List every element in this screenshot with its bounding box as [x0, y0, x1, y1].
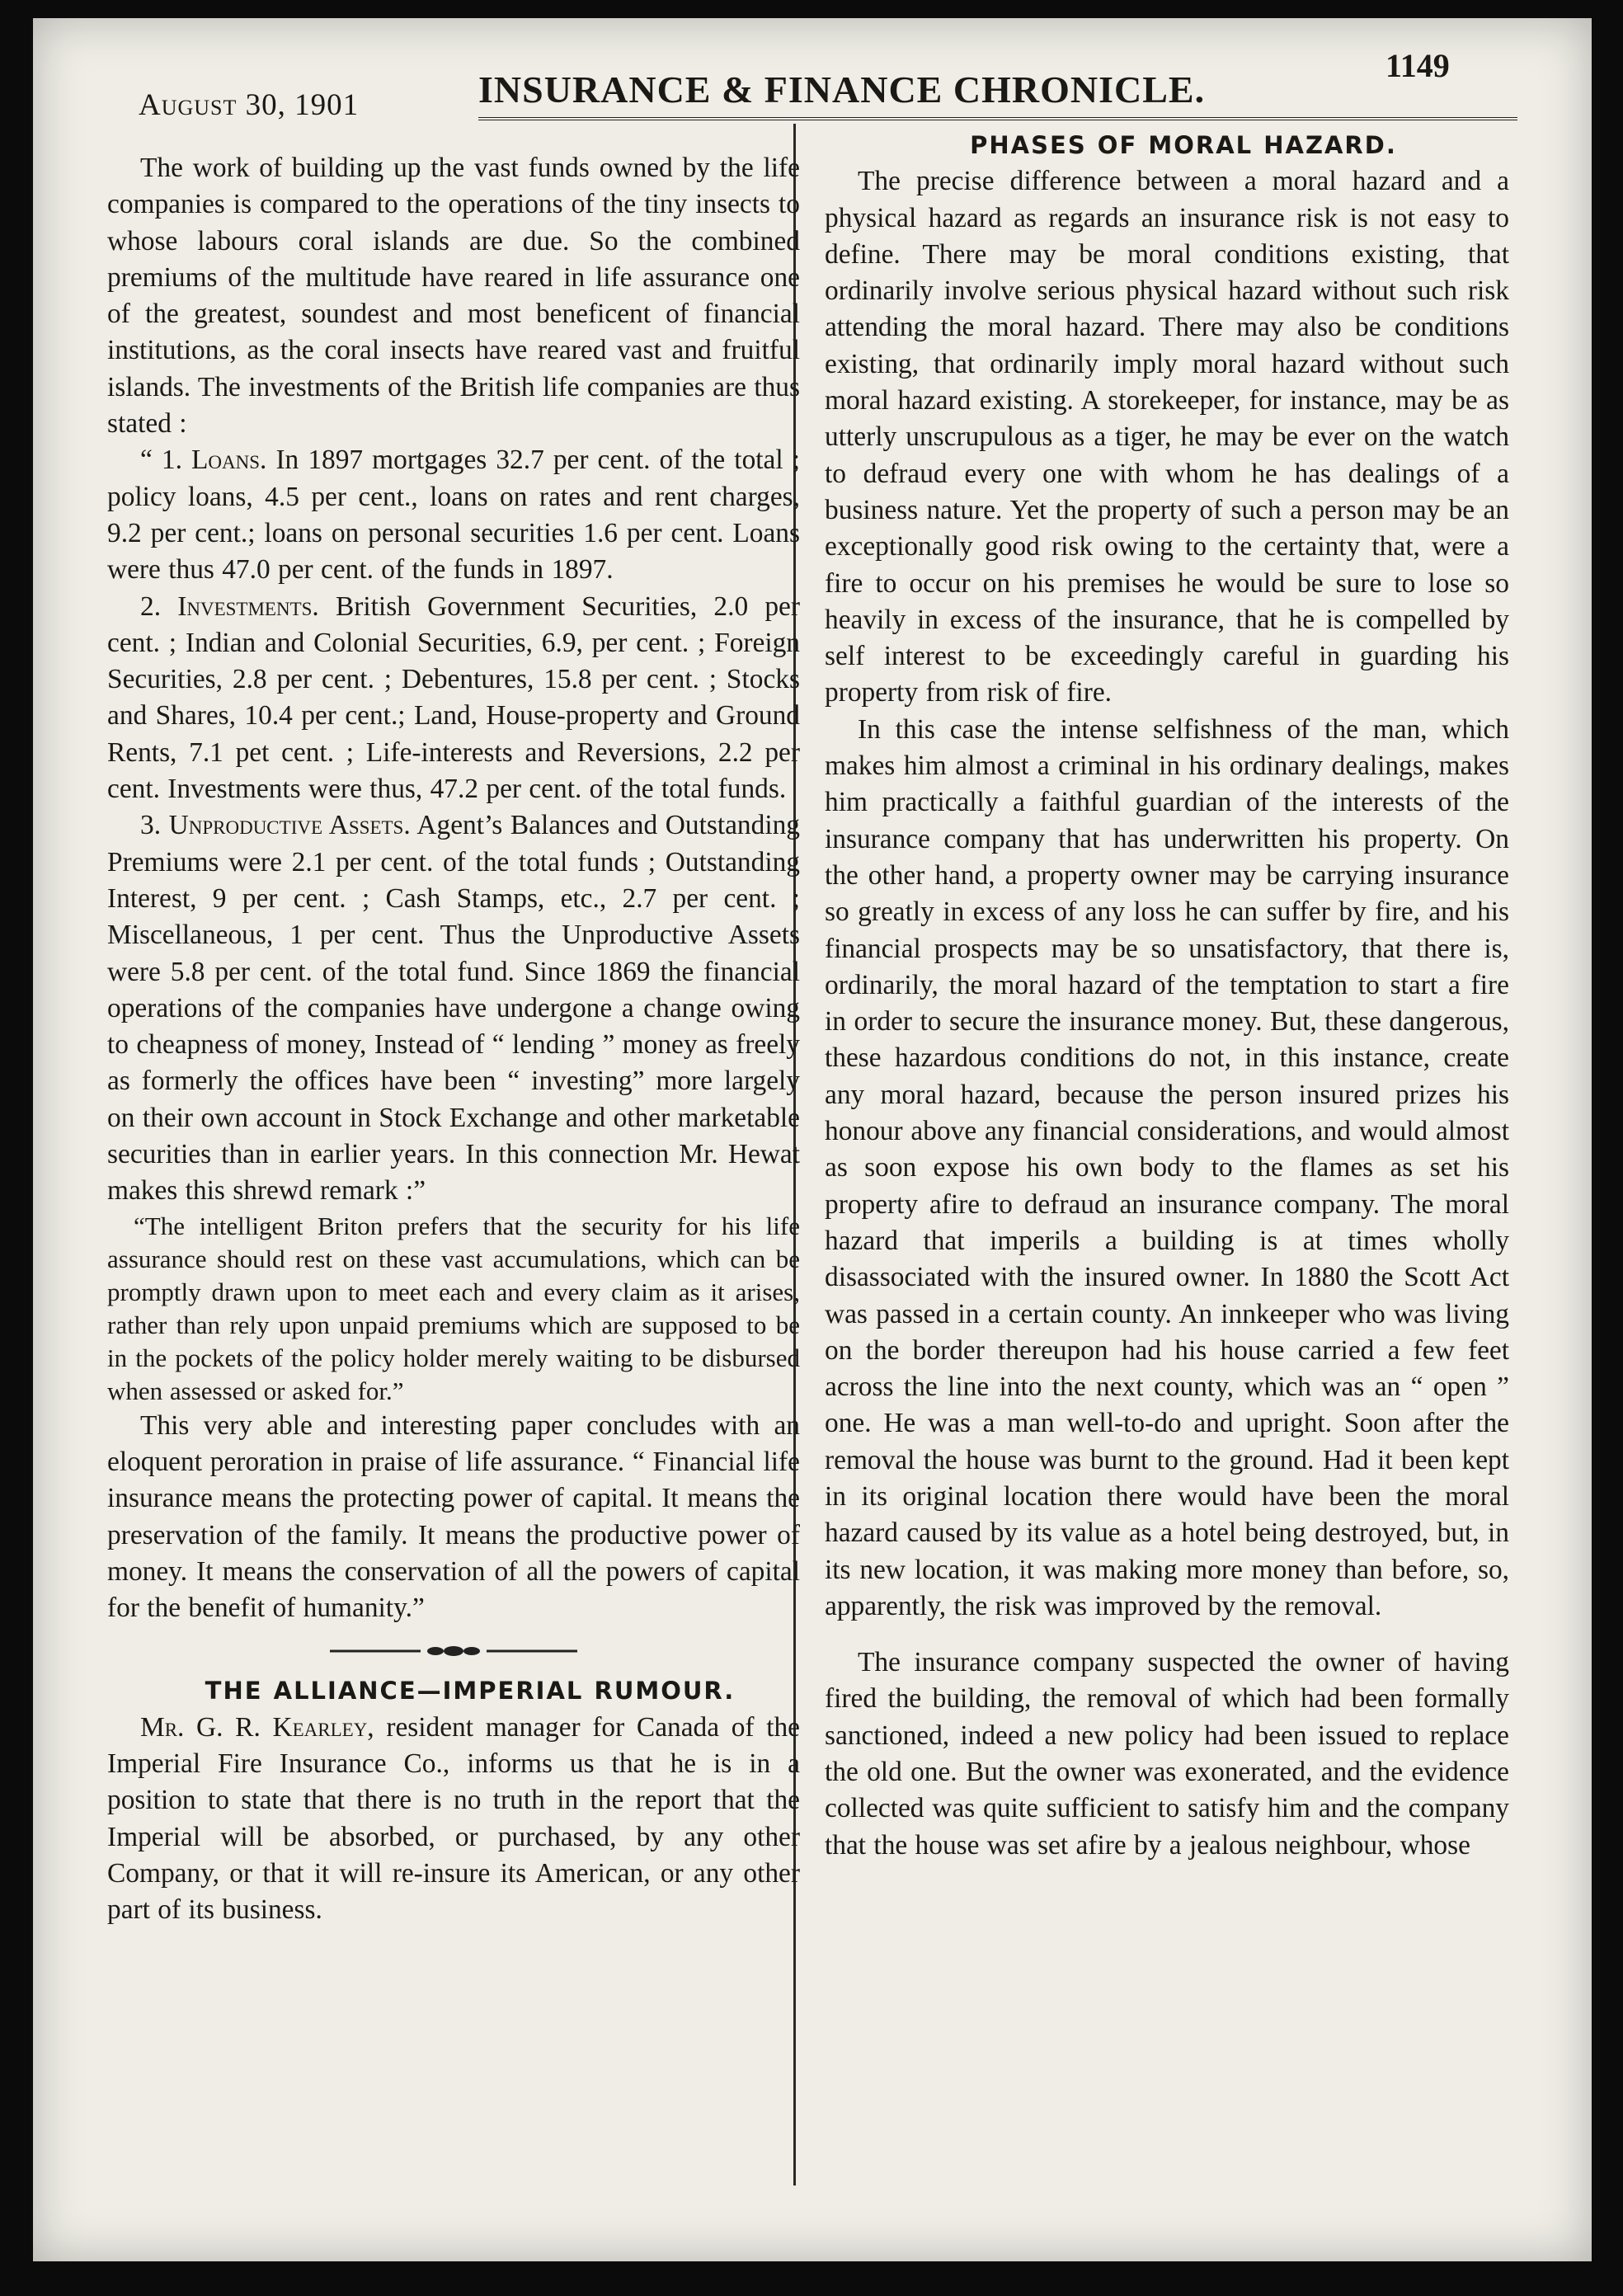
- investments-number: 2.: [140, 590, 178, 622]
- alliance-text: resident manager for Canada of the Imperial Fire Insurance Co., informs us that he is in a position to state that there is no truth in the report that the Imperial will be absorbed, or purchased, by any other Company, or that it will re-insure its American, or any other part of its business.: [107, 1711, 800, 1926]
- right-column: [825, 127, 1509, 1864]
- header-rule: [478, 117, 1517, 120]
- moral-hazard-paragraph-3: The insurance company suspected the owner of having fired the building, the removal of which had been formally sanctioned, indeed a new policy had been issued to replace the old one. But the owner was exonerated, and the evidence collected was quite sufficient to satisfy him and the company that the house was set afire by a jealous neighbour, whose: [825, 1647, 1509, 1861]
- investments-label: Investments.: [177, 590, 319, 622]
- alliance-paragraph: [107, 1710, 800, 1929]
- issue-date: August 30, 1901: [139, 88, 360, 122]
- investments-text: British Government Securities, 2.0 per cent. ; Indian and Colonial Securities, 6.9, per cent. ; Foreign Securities, 2.8 per cent. ; Debentures, 15.8 per cent. ; Stocks and Shares, 10.4 per cent.; Land, House-property and Ground Rents, 7.1 pet cent. ; Life-interests and Reversions, 2.2 per cent. Investments were thus, 47.2 per cent. of the total funds.: [107, 590, 800, 805]
- intro-paragraph: The work of building up the vast funds owned by the life companies is compared to the operations of the tiny insects to whose labours coral islands are due. So the combined premiums of the multitude have reared in life assurance one of the greatest, soundest and most beneficent of financial institutions, as the coral insects have reared vast and fruitful islands. The investments of the British life companies are thus stated :: [107, 153, 800, 440]
- unproductive-number: 3.: [140, 810, 169, 841]
- publication-title: INSURANCE & FINANCE CHRONICLE.: [478, 68, 1206, 111]
- page-header: [33, 18, 1592, 142]
- alliance-lead: Mr. G. R. Kearley,: [140, 1711, 374, 1743]
- loans-number: “ 1.: [140, 445, 191, 476]
- moral-hazard-paragraph-2: In this case the intense selfishness of the man, which makes him almost a criminal in his ordinary dealings, makes him practically a faithful guardian of the interests of the insurance company that has underwritten his property. On the other hand, a property owner may be carrying insurance so greatly in excess of any loss he can suffer by fire, and his financial prospects may be so unsatisfactory, that there is, ordinarily, the moral hazard of the temptation to start a fire in order to secure the insurance money. But, these dangerous, these hazardous conditions do not, in this instance, create any moral hazard, because the person insured prizes his honour above any financial considerations, and would almost as soon expose his own body to the flames as set his property afire to defraud an insurance company. The moral hazard that imperils a building is at times wholly disassociated with the insured owner. In 1880 the Scott Act was passed in a certain county. An innkeeper who was living on the border thereupon had his house carried a few feet across the line into the next county, which was an “ open ” one. He was a man well-to-do and upright. Soon after the removal the house was burnt to the ground. Had it been kept in its original location there would have been the moral hazard caused by its value as a hotel being destroyed, but, in its new location, it was making more money than before, so, apparently, the risk was improved by the removal.: [825, 713, 1509, 1621]
- moral-hazard-heading: PHASES OF MORAL HAZARD.: [970, 131, 1397, 159]
- moral-hazard-paragraph-1: The precise difference between a moral hazard and a physical hazard as regards an insurance risk is not easy to define. There may be moral conditions existing, that ordinarily involve serious physical hazard without such risk attending the moral hazard. There may also be conditions existing, that ordinarily imply moral hazard without such moral hazard existing. A storekeeper, for instance, may be as utterly unscrupulous as a tiger, he may be ever on the watch to defraud every one with whom he has dealings of a business nature. Yet the property of such a person may be an exceptionally good risk owing to the certainty that, were a fire to occur on his premises he would be sure to lose so heavily in excess of the insurance, that he is compelled by self interest to be exceedingly careful in guarding his property from risk of fire.: [825, 166, 1509, 708]
- investments-paragraph: [107, 589, 800, 808]
- paragraph-gap: [825, 1625, 1509, 1644]
- hewat-quote: “The intelligent Briton prefers that the security for his life assurance should rest on these vast accumulations, which can be promptly drawn upon to meet each and every claim as it arises, rather than rely upon unpaid premiums which are supposed to be in the pockets of the policy holder merely waiting to be disbursed when assessed or asked for.”: [107, 1211, 800, 1405]
- loans-label: Loans.: [191, 445, 267, 476]
- loans-text: In 1897 mortgages 32.7 per cent. of the total ; policy loans, 4.5 per cent., loans on rates and rent charges, 9.2 per cent.; loans on personal securities 1.6 per cent. Loans were thus 47.0 per cent. of the funds in 1897.: [107, 445, 800, 586]
- alliance-heading: THE ALLIANCE—IMPERIAL RUMOUR.: [205, 1677, 736, 1706]
- conclusion-paragraph: This very able and interesting paper concludes with an eloquent peroration in praise of life assurance. “ Financial life insurance means the protecting power of capital. It means the preservation of the family. It means the productive power of money. It means the conservation of all the powers of capital for the benefit of humanity.”: [107, 1409, 800, 1624]
- page-number: 1149: [1385, 47, 1450, 84]
- unproductive-label: Unproductive Assets.: [168, 810, 411, 841]
- ornament-divider: [330, 1644, 577, 1658]
- left-column: [107, 150, 800, 1928]
- newspaper-page: [33, 18, 1592, 2261]
- unproductive-text: Agent’s Balances and Outstanding Premiums were 2.1 per cent. of the total funds ; Outstanding Interest, 9 per cent. ; Cash Stamps, etc., 2.7 per cent. ; Miscellaneous, 1 per cent. Thus the Unproductive Assets were 5.8 per cent. of the total fund. Since 1869 the financial operations of the companies have undergone a change owing to cheapness of money, Instead of “ lending ” money as freely as formerly the offices have been “ investing” more largely on their own account in Stock Exchange and other marketable securities than in earlier years. In this connection Mr. Hewat makes this shrewd remark :”: [107, 810, 800, 1207]
- unproductive-paragraph: [107, 807, 800, 1209]
- loans-paragraph: [107, 442, 800, 588]
